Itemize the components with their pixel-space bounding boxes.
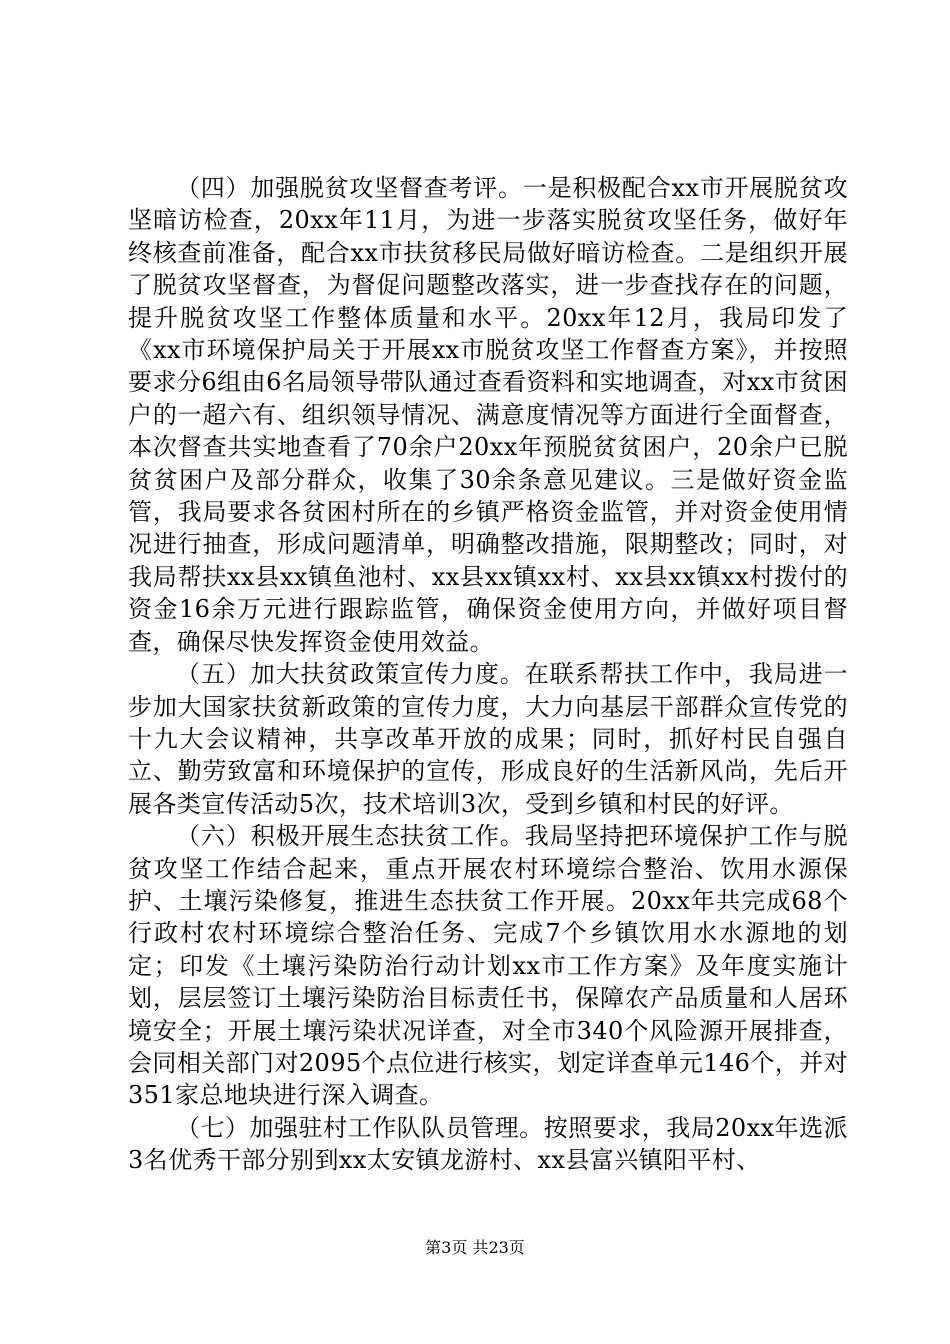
paragraph-5-publicity: （五）加大扶贫政策宣传力度。在联系帮扶工作中，我局进一步加大国家扶贫新政策的宣传力度，大力向基层干部群众宣传党的十九大会议精神，共享改革开放的成果；同时，抓好村民自强自立、勤劳致富和环境保护的宣传，形成良好的生活新风尚，先后开展各类宣传活动5次，技术培训3次，受到乡镇和村民的好评。 [128, 660, 848, 818]
document-body [128, 172, 848, 1177]
page-footer: 第3页 共23页 [425, 1238, 525, 1257]
paragraph-7-village-team: （七）加强驻村工作队队员管理。按照要求，我局20xx年选派3名优秀干部分别到xx太安镇龙游村、xx县富兴镇阳平村、 [128, 1113, 848, 1175]
paragraph-4-inspection: （四）加强脱贫攻坚督查考评。一是积极配合xx市开展脱贫攻坚暗访检查，20xx年11月，为进一步落实脱贫攻坚任务，做好年终核查前准备，配合xx市扶贫移民局做好暗访检查。二是组织开展了脱贫攻坚督查，为督促问题整改落实，进一步查找存在的问题，提升脱贫攻坚工作整体质量和水平。20xx年12月，我局印发了《xx市环境保护局关于开展xx市脱贫攻坚工作督查方案》，并按照要求分6组由6名局领导带队通过查看资料和实地调查，对xx市贫困户的一超六有、组织领导情况、满意度情况等方面进行全面督查，本次督查共实地查看了70余户20xx年预脱贫贫困户，20余户已脱贫贫困户及部分群众，收集了30余条意见建议。三是做好资金监管，我局要求各贫困村所在的乡镇严格资金监管，并对资金使用情况进行抽查，形成问题清单，明确整改措施，限期整改；同时，对我局帮扶xx县xx镇鱼池村、xx县xx镇xx村、xx县xx镇xx村拨付的资金16余万元进行跟踪监管，确保资金使用方向，并做好项目督查，确保尽快发挥资金使用效益。 [128, 174, 848, 656]
paragraph-6-ecology: （六）积极开展生态扶贫工作。我局坚持把环境保护工作与脱贫攻坚工作结合起来，重点开展农村环境综合整治、饮用水源保护、土壤污染修复，推进生态扶贫工作开展。20xx年共完成68个行政村农村环境综合整治任务、完成7个乡镇饮用水水源地的划定；印发《土壤污染防治行动计划xx市工作方案》及年度实施计划，层层签订土壤污染防治目标责任书，保障农产品质量和人居环境安全；开展土壤污染状况详查，对全市340个风险源开展排查，会同相关部门对2095个点位进行核实，划定详查单元146个，并对351家总地块进行深入调查。 [128, 822, 848, 1110]
